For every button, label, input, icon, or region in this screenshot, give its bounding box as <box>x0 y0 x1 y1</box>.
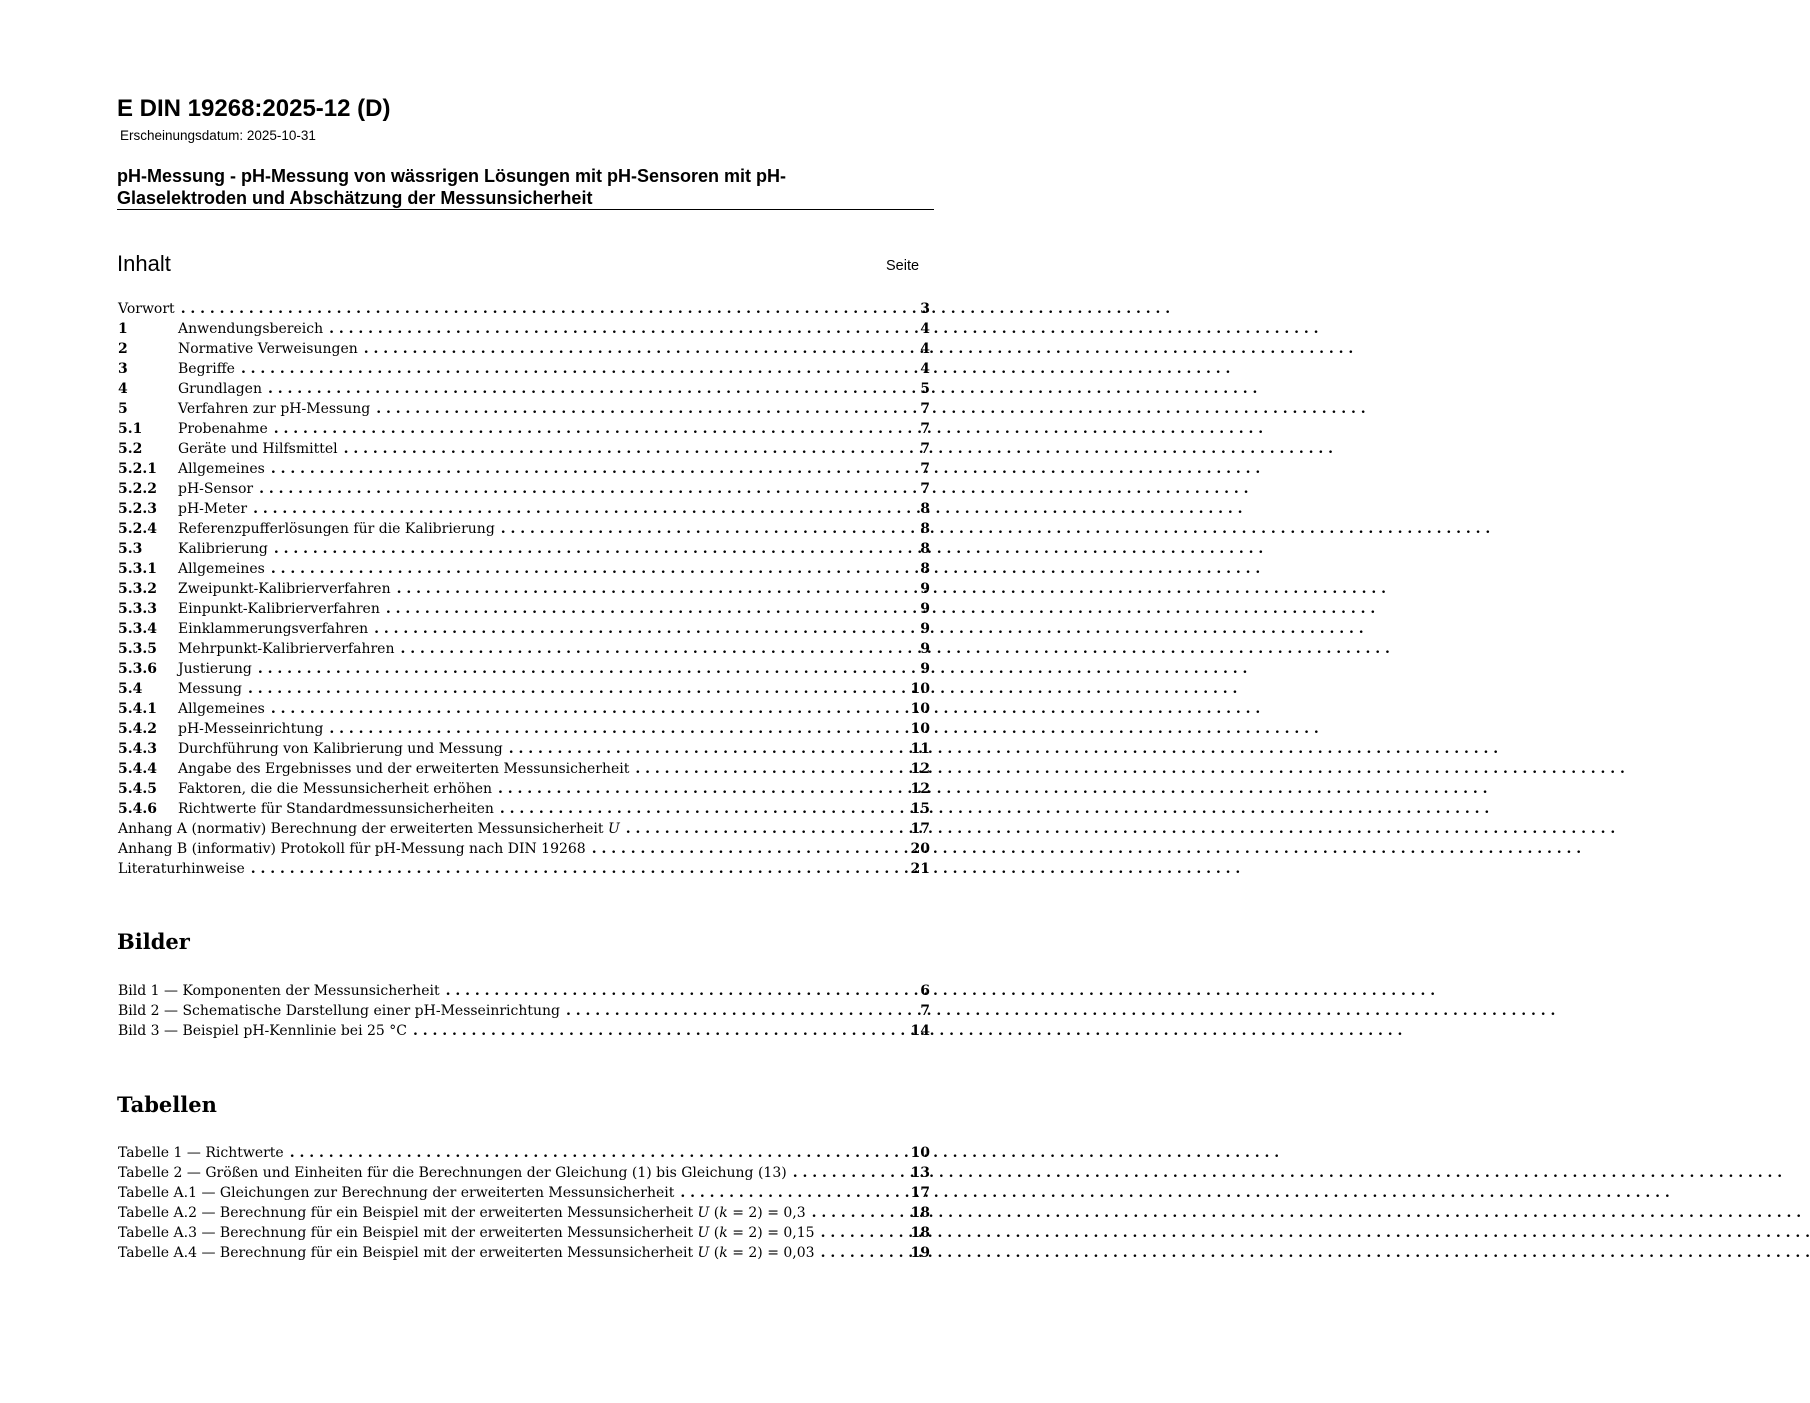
section-number: 5.3.4 <box>118 621 157 637</box>
entry-title-text: pH-Messeinrichtung <box>178 721 324 737</box>
page-number: 7 <box>920 441 930 457</box>
entry-formula: U (k = 2) = 0,3 <box>697 1205 806 1221</box>
entry-title <box>178 679 248 699</box>
dot-leader <box>374 619 886 639</box>
entry-title <box>118 1021 413 1041</box>
entry-title-text: Einpunkt-Kalibrierverfahren <box>178 601 380 617</box>
entry-title <box>178 399 376 419</box>
section-number: 5.1 <box>118 421 143 437</box>
entry-title-text: Anhang A (normativ) Berechnung der erweiterten Messunsicherheit <box>118 821 604 837</box>
entry-title-text: Allgemeines <box>178 561 265 577</box>
dot-leader <box>271 699 886 719</box>
entry-title-text: pH-Sensor <box>178 481 254 497</box>
page-number: 7 <box>920 1003 930 1019</box>
section-number: 3 <box>118 361 128 377</box>
entry-title <box>178 739 509 759</box>
document-title-line-2: Glaselektroden und Abschätzung der Messunsicherheit <box>117 188 593 208</box>
entry-title <box>178 759 635 779</box>
figures-heading: Bilder <box>117 929 190 954</box>
tables-entry[interactable] <box>118 1243 930 1263</box>
page-number: 7 <box>920 461 930 477</box>
tables-entry[interactable] <box>118 1163 930 1183</box>
page-number: 5 <box>920 381 930 397</box>
dot-leader <box>386 599 886 619</box>
page-number: 9 <box>920 581 930 597</box>
entry-title-text: Literaturhinweise <box>118 861 245 877</box>
page-number: 6 <box>920 983 930 999</box>
dot-leader <box>241 359 886 379</box>
entry-title-text: Verfahren zur pH-Messung <box>178 401 371 417</box>
section-number: 5.2.2 <box>118 481 157 497</box>
entry-title <box>178 659 258 679</box>
dot-leader <box>181 299 886 319</box>
page-number: 7 <box>920 401 930 417</box>
dot-leader <box>290 1143 886 1163</box>
dot-leader <box>400 639 886 659</box>
dot-leader <box>566 1001 886 1021</box>
entry-title <box>178 379 268 399</box>
dot-leader <box>509 739 886 759</box>
dot-leader <box>397 579 886 599</box>
entry-title <box>118 1001 566 1021</box>
dot-leader <box>253 499 886 519</box>
dot-leader <box>680 1183 886 1203</box>
page-number: 9 <box>920 661 930 677</box>
entry-title-text: Allgemeines <box>178 461 265 477</box>
dot-leader <box>821 1243 886 1263</box>
section-number: 5.4 <box>118 681 143 697</box>
page-number: 12 <box>910 781 930 797</box>
entry-title <box>178 539 274 559</box>
dot-leader <box>251 859 886 879</box>
figures-entry[interactable] <box>118 981 930 1001</box>
entry-title <box>118 981 446 1001</box>
entry-title-text: Referenzpufferlösungen für die Kalibrierung <box>178 521 495 537</box>
entry-title <box>118 1143 290 1163</box>
page-number: 9 <box>920 641 930 657</box>
entry-title-text: Begriffe <box>178 361 235 377</box>
entry-title-symbol: U <box>607 821 620 837</box>
entry-title <box>178 599 386 619</box>
section-number: 5 <box>118 401 128 417</box>
figures-entry[interactable] <box>118 1001 930 1021</box>
contents-entry[interactable] <box>118 759 930 779</box>
entry-title <box>118 1243 821 1263</box>
contents-entry[interactable] <box>118 599 930 619</box>
section-number: 5.3.3 <box>118 601 157 617</box>
page-number: 10 <box>910 701 930 717</box>
dot-leader <box>259 479 886 499</box>
entry-title-text: Tabelle A.4 — Berechnung für ein Beispiel mit der erweiterten Messunsicherheit <box>118 1245 694 1261</box>
document-id: E DIN 19268:2025-12 (D) <box>117 95 391 122</box>
entry-title <box>178 559 271 579</box>
contents-entry[interactable] <box>118 579 930 599</box>
section-number: 4 <box>118 381 128 397</box>
entry-title-text: Vorwort <box>118 301 175 317</box>
tables-entry[interactable] <box>118 1143 930 1163</box>
contents-entry[interactable] <box>118 479 930 499</box>
entry-title-text: Tabelle A.1 — Gleichungen zur Berechnung der erweiterten Messunsicherheit <box>118 1185 675 1201</box>
contents-entry[interactable] <box>118 719 930 739</box>
entry-title <box>178 699 271 719</box>
contents-entry[interactable] <box>118 379 930 399</box>
dot-leader <box>500 799 886 819</box>
tables-heading: Tabellen <box>117 1092 217 1117</box>
contents-entry[interactable] <box>118 419 930 439</box>
contents-entry[interactable] <box>118 839 930 859</box>
entry-title <box>178 639 400 659</box>
page-number: 4 <box>920 361 930 377</box>
section-number: 5.2.4 <box>118 521 157 537</box>
page-number: 17 <box>910 821 930 837</box>
section-number: 5.4.5 <box>118 781 157 797</box>
document-title <box>117 165 933 209</box>
page-number: 10 <box>910 681 930 697</box>
contents-entry[interactable] <box>118 739 930 759</box>
entry-title-text: Anhang B (informativ) Protokoll für pH-Messung nach DIN 19268 <box>118 841 586 857</box>
figures-list <box>118 981 930 1041</box>
dot-leader <box>501 519 886 539</box>
contents-entry[interactable] <box>118 399 930 419</box>
entry-title <box>178 579 397 599</box>
entry-title <box>178 319 329 339</box>
section-number: 1 <box>118 321 128 337</box>
section-number: 5.3.2 <box>118 581 157 597</box>
contents-entry[interactable] <box>118 619 930 639</box>
entry-title-text: Einklammerungsverfahren <box>178 621 369 637</box>
dot-leader <box>248 679 886 699</box>
page-number: 20 <box>910 841 930 857</box>
page-number: 8 <box>920 541 930 557</box>
page-number: 18 <box>910 1225 930 1241</box>
publication-date: Erscheinungsdatum: 2025-10-31 <box>120 128 316 143</box>
page-number: 9 <box>920 621 930 637</box>
dot-leader <box>274 539 886 559</box>
page-number: 15 <box>910 801 930 817</box>
contents-entry[interactable] <box>118 699 930 719</box>
entry-title-text: Bild 2 — Schematische Darstellung einer pH-Messeinrichtung <box>118 1003 560 1019</box>
entry-title <box>118 839 592 859</box>
document-title-line-1: pH-Messung - pH-Messung von wässrigen Lösungen mit pH-Sensoren mit pH- <box>117 166 787 186</box>
entry-title-text: Justierung <box>178 661 252 677</box>
page-number: 3 <box>920 301 930 317</box>
contents-entry[interactable] <box>118 359 930 379</box>
dot-leader <box>271 559 886 579</box>
entry-title-text: Zweipunkt-Kalibrierverfahren <box>178 581 391 597</box>
contents-entry[interactable] <box>118 659 930 679</box>
entry-title-text: Tabelle A.3 — Berechnung für ein Beispiel mit der erweiterten Messunsicherheit <box>118 1225 694 1241</box>
entry-title-text: Messung <box>178 681 242 697</box>
dot-leader <box>812 1203 886 1223</box>
contents-entry[interactable] <box>118 559 930 579</box>
title-divider <box>117 209 934 210</box>
section-number: 5.4.4 <box>118 761 157 777</box>
tables-list <box>118 1143 930 1263</box>
contents-entry[interactable] <box>118 459 930 479</box>
entry-title-text: Richtwerte für Standardmessunsicherheiten <box>178 801 494 817</box>
section-number: 5.3.6 <box>118 661 157 677</box>
entry-title-text: Tabelle A.2 — Berechnung für ein Beispiel mit der erweiterten Messunsicherheit <box>118 1205 694 1221</box>
contents-entry[interactable] <box>118 779 930 799</box>
section-number: 2 <box>118 341 128 357</box>
entry-title-text: Bild 1 — Komponenten der Messunsicherheit <box>118 983 440 999</box>
page-number: 4 <box>920 341 930 357</box>
page-number: 14 <box>910 1023 930 1039</box>
entry-title <box>178 619 374 639</box>
entry-title <box>178 479 259 499</box>
entry-formula: U (k = 2) = 0,03 <box>697 1245 815 1261</box>
contents-entry[interactable] <box>118 539 930 559</box>
contents-entry[interactable] <box>118 799 930 819</box>
entry-title-text: Allgemeines <box>178 701 265 717</box>
dot-leader <box>793 1163 886 1183</box>
page-number: 10 <box>910 1145 930 1161</box>
entry-title <box>118 1223 821 1243</box>
page-number: 8 <box>920 501 930 517</box>
contents-list <box>118 299 930 879</box>
dot-leader <box>821 1223 886 1243</box>
entry-title <box>178 419 274 439</box>
entry-title <box>178 519 501 539</box>
page-number: 8 <box>920 521 930 537</box>
contents-entry[interactable] <box>118 319 930 339</box>
entry-title-text: Faktoren, die die Messunsicherheit erhöhen <box>178 781 493 797</box>
entry-title <box>118 1163 793 1183</box>
section-number: 5.3.5 <box>118 641 157 657</box>
page-number: 18 <box>910 1205 930 1221</box>
entry-title-text: pH-Meter <box>178 501 248 517</box>
entry-formula: U (k = 2) = 0,15 <box>697 1225 815 1241</box>
entry-title-text: Anwendungsbereich <box>178 321 324 337</box>
dot-leader <box>592 839 886 859</box>
page-number: 13 <box>910 1165 930 1181</box>
dot-leader <box>364 339 886 359</box>
page-column-label: Seite <box>886 258 920 274</box>
section-number: 5.4.3 <box>118 741 157 757</box>
contents-entry[interactable] <box>118 499 930 519</box>
dot-leader <box>446 981 886 1001</box>
entry-title-text: Tabelle 1 — Richtwerte <box>118 1145 284 1161</box>
entry-title-text: Normative Verweisungen <box>178 341 358 357</box>
contents-entry[interactable] <box>118 859 930 879</box>
section-number: 5.4.6 <box>118 801 157 817</box>
entry-title-text: Grundlagen <box>178 381 262 397</box>
entry-title <box>118 1203 812 1223</box>
contents-entry[interactable] <box>118 639 930 659</box>
dot-leader <box>271 459 886 479</box>
tables-entry[interactable] <box>118 1203 930 1223</box>
entry-title <box>118 1183 680 1203</box>
page-number: 9 <box>920 601 930 617</box>
dot-leader <box>344 439 886 459</box>
page-number: 7 <box>920 481 930 497</box>
entry-title <box>178 719 329 739</box>
entry-title-text: Bild 3 — Beispiel pH-Kennlinie bei 25 °C <box>118 1023 407 1039</box>
entry-title <box>178 799 500 819</box>
entry-title-text: Kalibrierung <box>178 541 268 557</box>
entry-title <box>178 359 241 379</box>
dot-leader <box>498 779 886 799</box>
entry-title <box>118 299 181 319</box>
entry-title <box>118 819 626 839</box>
section-number: 5.2.1 <box>118 461 157 477</box>
tables-entry[interactable] <box>118 1183 930 1203</box>
contents-entry[interactable] <box>118 339 930 359</box>
entry-title-text: Geräte und Hilfsmittel <box>178 441 338 457</box>
section-number: 5.3.1 <box>118 561 157 577</box>
contents-entry[interactable] <box>118 299 930 319</box>
dot-leader <box>413 1021 886 1041</box>
page-number: 8 <box>920 561 930 577</box>
entry-title <box>118 859 251 879</box>
page-number: 19 <box>910 1245 930 1261</box>
section-number: 5.4.2 <box>118 721 157 737</box>
dot-leader <box>329 319 886 339</box>
contents-entry[interactable] <box>118 439 930 459</box>
section-number: 5.2.3 <box>118 501 157 517</box>
page-number: 10 <box>910 721 930 737</box>
section-number: 5.3 <box>118 541 143 557</box>
tables-entry[interactable] <box>118 1223 930 1243</box>
page-number: 17 <box>910 1185 930 1201</box>
contents-entry[interactable] <box>118 519 930 539</box>
page-number: 11 <box>910 741 930 757</box>
contents-heading: Inhalt <box>117 251 171 276</box>
page-number: 21 <box>910 861 930 877</box>
page-number: 4 <box>920 321 930 337</box>
entry-title-text: Durchführung von Kalibrierung und Messung <box>178 741 503 757</box>
entry-title-text: Tabelle 2 — Größen und Einheiten für die Berechnungen der Gleichung (1) bis Gleichung (13) <box>118 1165 787 1181</box>
entry-title <box>178 499 253 519</box>
entry-title <box>178 439 344 459</box>
contents-entry[interactable] <box>118 679 930 699</box>
dot-leader <box>258 659 886 679</box>
dot-leader <box>274 419 886 439</box>
page-number: 7 <box>920 421 930 437</box>
figures-entry[interactable] <box>118 1021 930 1041</box>
page-number: 12 <box>910 761 930 777</box>
dot-leader <box>626 819 886 839</box>
entry-title-text: Mehrpunkt-Kalibrierverfahren <box>178 641 395 657</box>
section-number: 5.4.1 <box>118 701 157 717</box>
entry-title-text: Probenahme <box>178 421 268 437</box>
dot-leader <box>329 719 886 739</box>
contents-entry[interactable] <box>118 819 930 839</box>
entry-title <box>178 339 364 359</box>
section-number: 5.2 <box>118 441 143 457</box>
dot-leader <box>376 399 886 419</box>
entry-title-text: Angabe des Ergebnisses und der erweiterten Messunsicherheit <box>178 761 630 777</box>
entry-title <box>178 459 271 479</box>
entry-title <box>178 779 498 799</box>
dot-leader <box>635 759 886 779</box>
dot-leader <box>268 379 886 399</box>
